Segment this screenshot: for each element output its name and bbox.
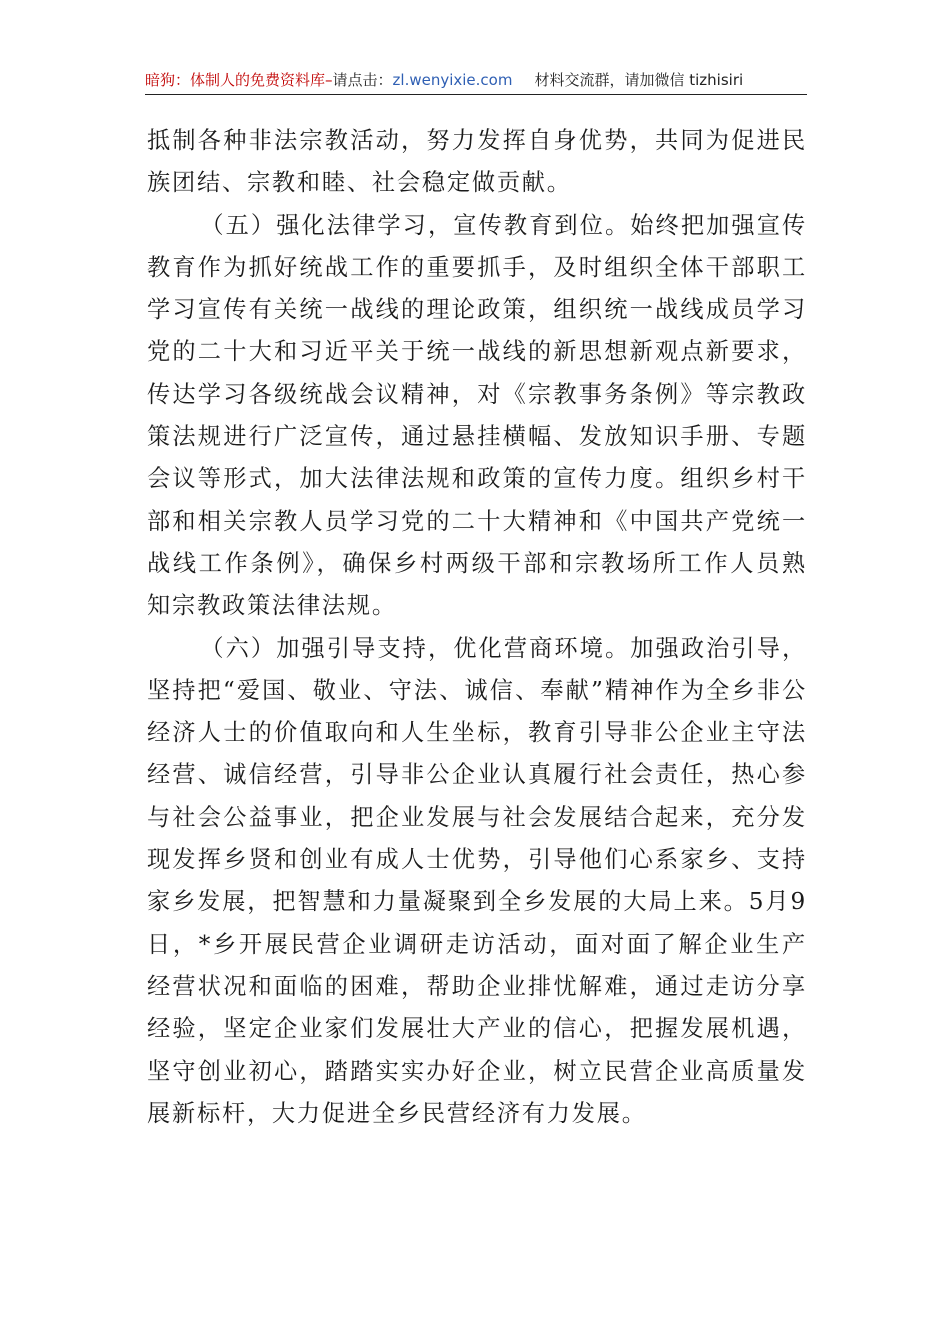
header-brand: 暗狗：体制人的免费资料库 (145, 71, 326, 89)
header-link[interactable]: zl.wenyixie.com (392, 71, 513, 89)
header-wechat-note: 材料交流群，请加微信 tizhisiri (534, 71, 744, 89)
paragraph-continuation: 抵制各种非法宗教活动，努力发挥自身优势，共同为促进民族团结、宗教和睦、社会稳定做贡献。 (147, 127, 807, 197)
header-prompt: 请点击： (332, 71, 393, 89)
page-header (145, 66, 807, 95)
header-dash: – (325, 71, 333, 89)
paragraph-section-six: （六）加强引导支持，优化营商环境。加强政治引导，坚持把“爱国、敬业、守法、诚信、奉献”精神作为全乡非公经济人士的价值取向和人生坐标，教育引导非公企业主守法经营、诚信经营，引导非公企业认真履行社会责任，热心参与社会公益事业，把企业发展与社会发展结合起来，充分发现发挥乡贤和创业有成人士优势，引导他们心系家乡、支持家乡发展，把智慧和力量凝聚到全乡发展的大局上来。5月9日，*乡开展民营企业调研走访活动，面对面了解企业生产经营状况和面临的困难，帮助企业排忧解难，通过走访分享经验，坚定企业家们发展壮大产业的信心，把握发展机遇，坚守创业初心，踏踏实实办好企业，树立民营企业高质量发展新标杆，大力促进全乡民营经济有力发展。 (147, 634, 807, 1127)
document-body (147, 120, 807, 1135)
paragraph-section-five: （五）强化法律学习，宣传教育到位。始终把加强宣传教育作为抓好统战工作的重要抓手，及时组织全体干部职工学习宣传有关统一战线的理论政策，组织统一战线成员学习党的二十大和习近平关于统一战线的新思想新观点新要求，传达学习各级统战会议精神，对《宗教事务条例》等宗教政策法规进行广泛宣传，通过悬挂横幅、发放知识手册、专题会议等形式，加大法律法规和政策的宣传力度。组织乡村干部和相关宗教人员学习党的二十大精神和《中国共产党统一战线工作条例》，确保乡村两级干部和宗教场所工作人员熟知宗教政策法律法规。 (147, 211, 807, 620)
